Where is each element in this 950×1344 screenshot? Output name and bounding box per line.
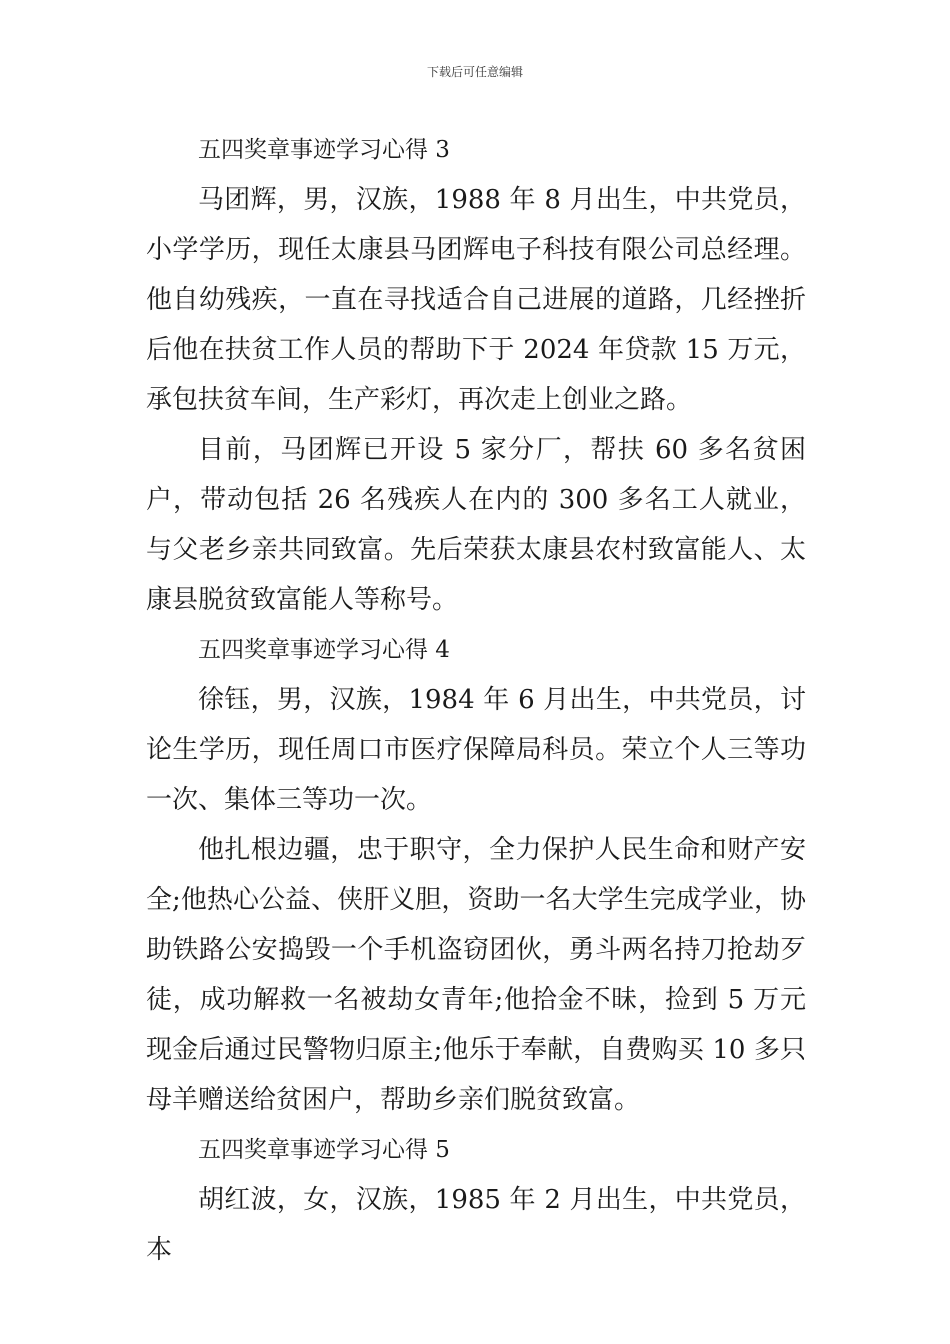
- section-heading: 五四奖章事迹学习心得 5: [198, 1137, 450, 1163]
- document-body: [146, 125, 806, 1275]
- page-header: 下载后可任意编辑: [426, 65, 523, 79]
- section-heading: 五四奖章事迹学习心得 3: [198, 137, 450, 163]
- section-3: [146, 125, 806, 625]
- section-heading: 五四奖章事迹学习心得 4: [198, 637, 450, 663]
- paragraph: 马团辉，男，汉族，1988 年 8 月出生，中共党员，小学学历，现任太康县马团辉电子科技有限公司总经理。他自幼残疾，一直在寻找适合自己进展的道路，几经挫折后他在扶贫工作人员的帮助下于 2024 年贷款 15 万元，承包扶贫车间，生产彩灯，再次走上创业之路。: [146, 185, 806, 415]
- paragraph: 徐钰，男，汉族，1984 年 6 月出生，中共党员，讨论生学历，现任周口市医疗保障局科员。荣立个人三等功一次、集体三等功一次。: [146, 685, 806, 815]
- paragraph: 目前，马团辉已开设 5 家分厂，帮扶 60 多名贫困户，带动包括 26 名残疾人在内的 300 多名工人就业，与父老乡亲共同致富。先后荣获太康县农村致富能人、太康县脱贫致富能人等称号。: [146, 435, 806, 615]
- paragraph: 胡红波，女，汉族，1985 年 2 月出生，中共党员，本: [146, 1185, 806, 1265]
- section-5: [146, 1125, 806, 1275]
- paragraph: 他扎根边疆，忠于职守，全力保护人民生命和财产安全;他热心公益、侠肝义胆，资助一名大学生完成学业，协助铁路公安捣毁一个手机盗窃团伙，勇斗两名持刀抢劫歹徒，成功解救一名被劫女青年;他拾金不昧，捡到 5 万元现金后通过民警物归原主;他乐于奉献，自费购买 10 多只母羊赠送给贫困户，帮助乡亲们脱贫致富。: [146, 835, 806, 1115]
- section-4: [146, 625, 806, 1125]
